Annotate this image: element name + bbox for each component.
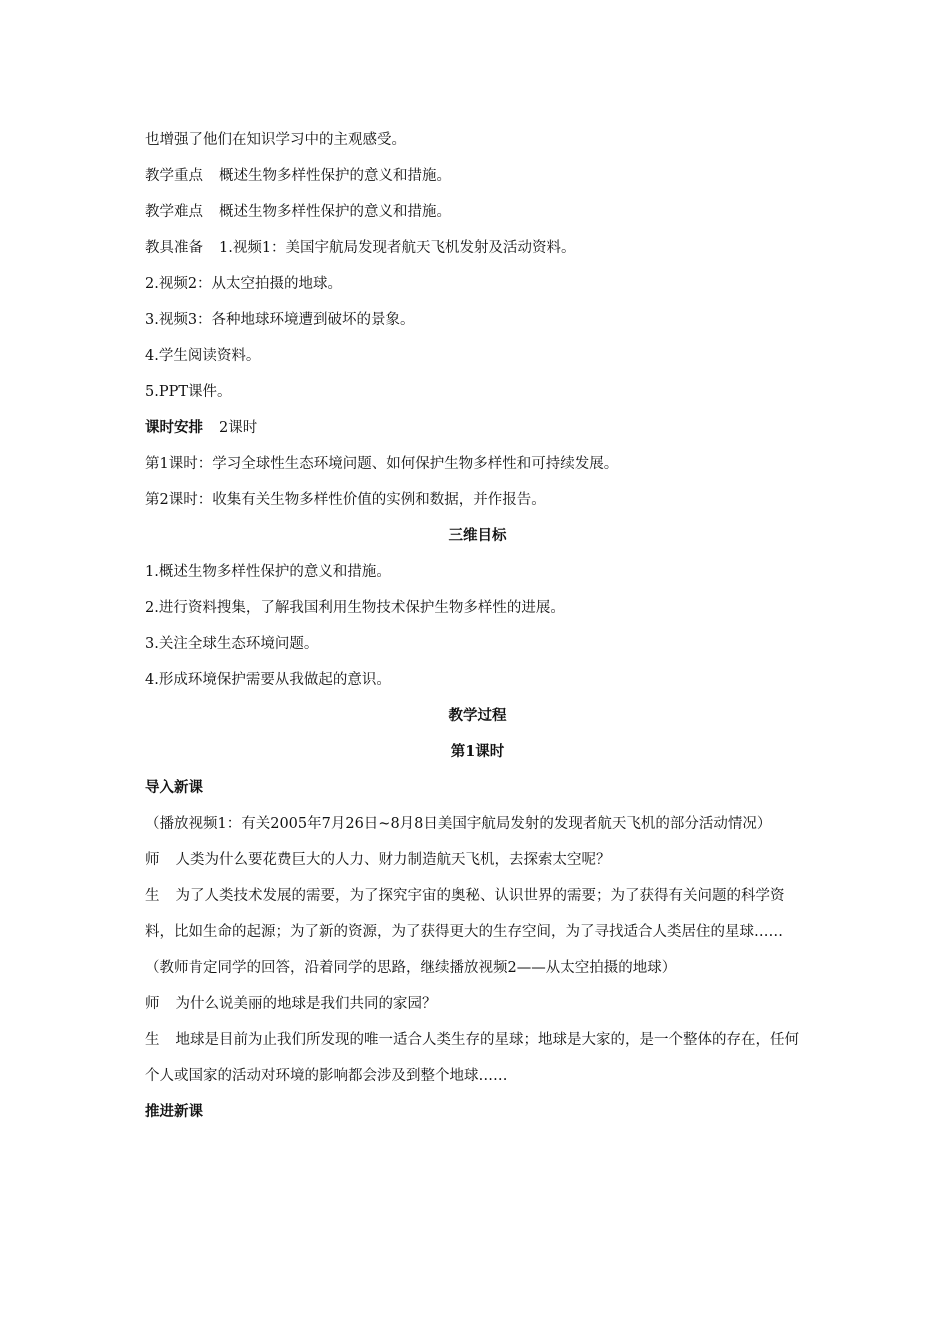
paragraph-line: 也增强了他们在知识学习中的主观感受。: [145, 132, 406, 148]
teaching-materials: [145, 230, 810, 266]
document-body: [145, 122, 810, 1130]
section-heading-process: 教学过程: [448, 707, 507, 724]
teaching-materials-item-4: 4.学生阅读资料。: [145, 348, 261, 364]
section-heading-lesson-1: 第1课时: [450, 743, 505, 760]
student-answer-text: 地球是目前为止我们所发现的唯一适合人类生存的星球；地球是大家的，是一个整体的存在，任何个人或国家的活动对环境的影响都会涉及到整个地球……: [145, 1032, 799, 1084]
schedule-lesson-1: 第1课时：学习全球性生态环境问题、如何保护生物多样性和可持续发展。: [145, 456, 619, 472]
student-label: 生: [145, 1032, 160, 1048]
section-heading-new-lesson: 推进新课: [145, 1103, 203, 1120]
teaching-materials-item-1: 1.视频1：美国宇航局发现者航天飞机发射及活动资料。: [219, 240, 576, 256]
student-answer-text: 为了人类技术发展的需要，为了探究宇宙的奥秘、认识世界的需要；为了获得有关问题的科学资料，比如生命的起源；为了新的资源，为了获得更大的生存空间，为了寻找适合人类居住的星球……: [145, 888, 785, 940]
video-note-1: （播放视频1：有关2005年7月26日~8月8日美国宇航局发射的发现者航天飞机的部分活动情况）: [145, 816, 772, 832]
teacher-question-text: 为什么说美丽的地球是我们共同的家园？: [175, 996, 437, 1012]
student-answer-2: [145, 1022, 810, 1094]
objective-3: 3.关注全球生态环境问题。: [145, 636, 319, 652]
objective-4: 4.形成环境保护需要从我做起的意识。: [145, 672, 391, 688]
objective-1: 1.概述生物多样性保护的意义和措施。: [145, 564, 391, 580]
teacher-question-1: [145, 842, 810, 878]
teaching-difficulty-label: 教学难点: [145, 204, 203, 220]
teaching-focus-text: 概述生物多样性保护的意义和措施。: [219, 168, 451, 184]
teaching-materials-item-2: 2.视频2：从太空拍摄的地球。: [145, 276, 343, 292]
teacher-question-2: [145, 986, 810, 1022]
class-schedule: [145, 410, 810, 446]
objective-2: 2.进行资料搜集，了解我国利用生物技术保护生物多样性的进展。: [145, 600, 565, 616]
teaching-focus: [145, 158, 810, 194]
section-heading-intro: 导入新课: [145, 779, 203, 796]
section-heading-objectives: 三维目标: [448, 527, 507, 544]
class-schedule-label: 课时安排: [145, 419, 203, 436]
teaching-difficulty: [145, 194, 810, 230]
teaching-difficulty-text: 概述生物多样性保护的意义和措施。: [219, 204, 451, 220]
teaching-focus-label: 教学重点: [145, 168, 203, 184]
student-answer-1: [145, 878, 810, 950]
teacher-label: 师: [145, 852, 160, 868]
teacher-label: 师: [145, 996, 160, 1012]
video-note-2: （教师肯定同学的回答，沿着同学的思路，继续播放视频2——从太空拍摄的地球）: [145, 960, 677, 976]
class-schedule-text: 2课时: [219, 420, 258, 436]
teaching-materials-item-5: 5.PPT课件。: [145, 384, 232, 400]
student-label: 生: [145, 888, 160, 904]
schedule-lesson-2: 第2课时：收集有关生物多样性价值的实例和数据，并作报告。: [145, 492, 546, 508]
teacher-question-text: 人类为什么要花费巨大的人力、财力制造航天飞机，去探索太空呢？: [175, 852, 611, 868]
teaching-materials-item-3: 3.视频3：各种地球环境遭到破坏的景象。: [145, 312, 415, 328]
teaching-materials-label: 教具准备: [145, 240, 203, 256]
